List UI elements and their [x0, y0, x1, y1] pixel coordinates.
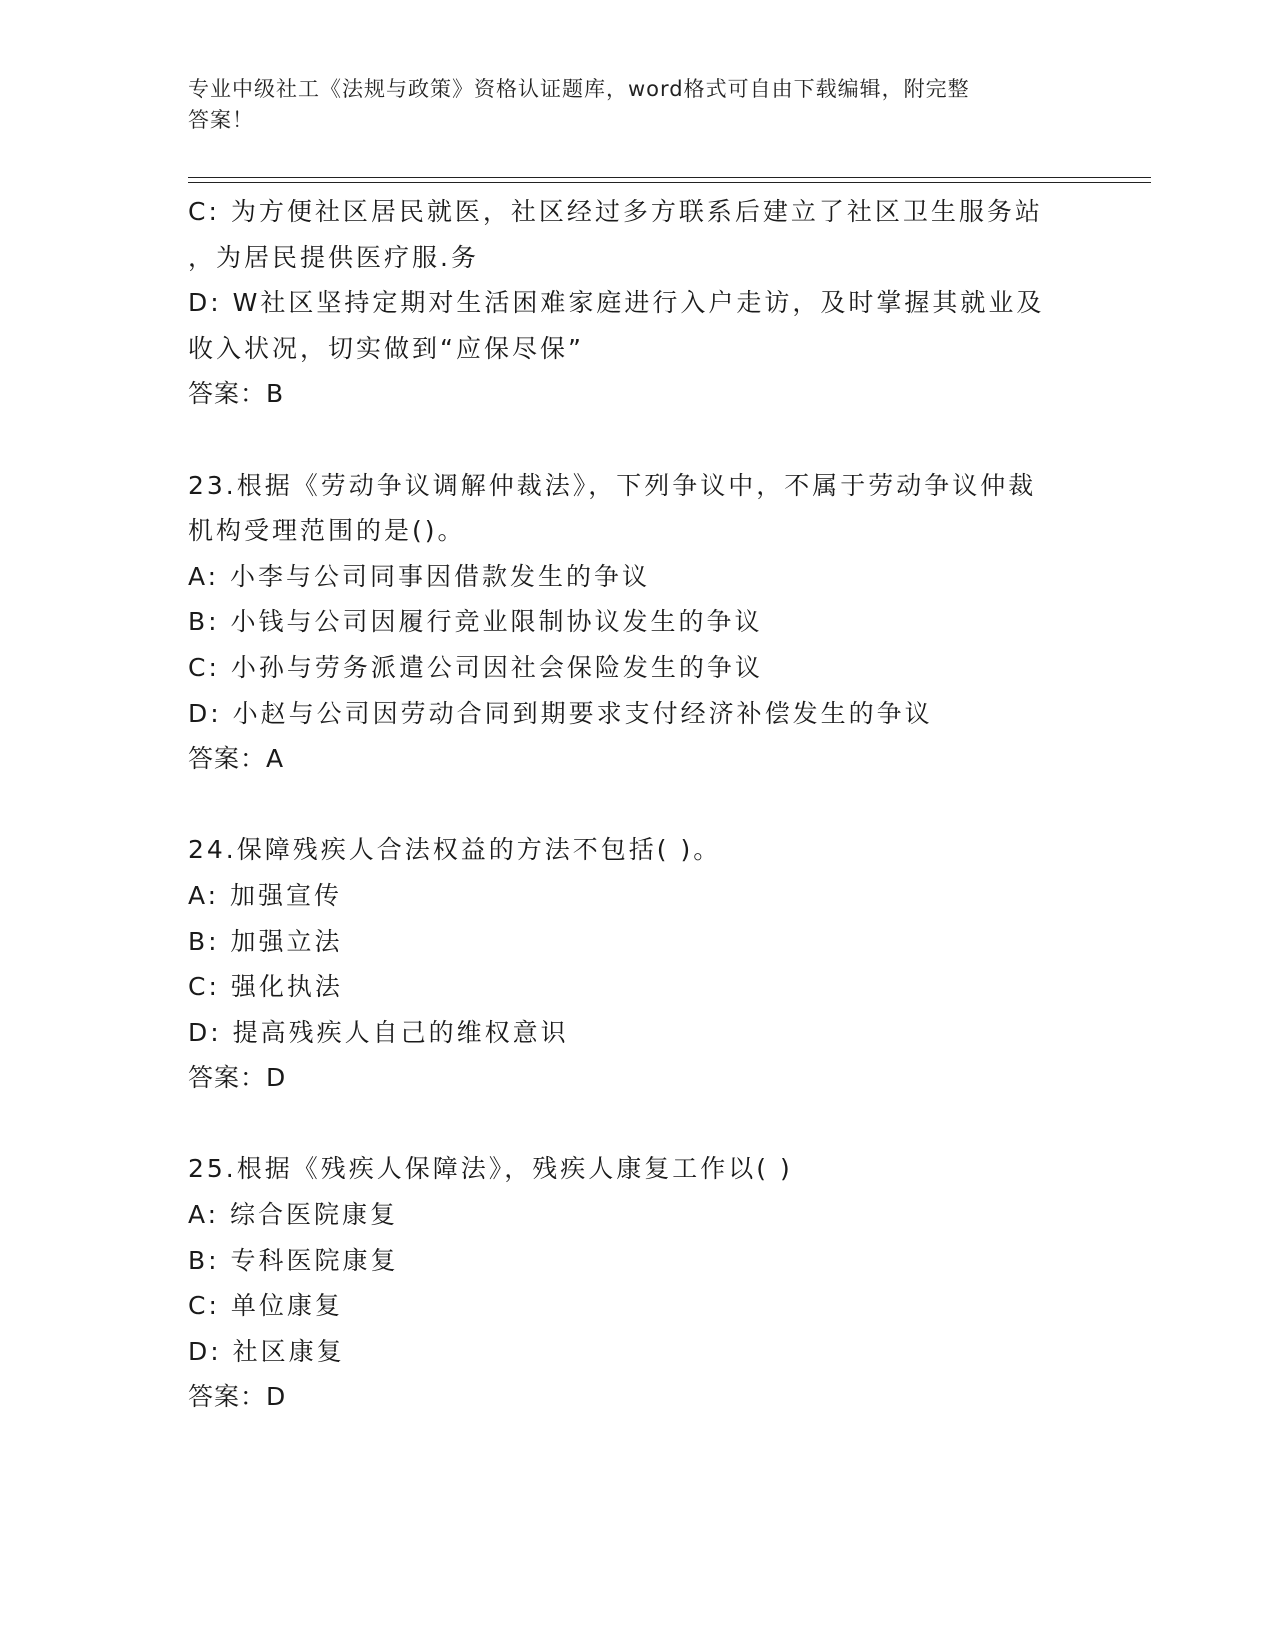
question-stem: 25.根据《残疾人保障法》，残疾人康复工作以( ) — [188, 1154, 793, 1184]
option-c-line-1: C: 为方便社区居民就医，社区经过多方联系后建立了社区卫生服务站 — [188, 197, 1043, 226]
question-stem: 24.保障残疾人合法权益的方法不包括( )。 — [188, 835, 722, 865]
answer-label: 答案：A — [188, 744, 285, 774]
option-c: C: 强化执法 — [188, 972, 343, 1002]
answer-label: 答案：D — [188, 1382, 287, 1412]
question-block-25 — [188, 1146, 1088, 1420]
spacer — [188, 782, 1088, 828]
option-d: D: 小赵与公司因劳动合同到期要求支付经济补偿发生的争议 — [188, 698, 933, 728]
document-body — [188, 189, 1088, 1420]
header-title-line-1: 专业中级社工《法规与政策》资格认证题库，word格式可自由下载编辑，附完整 — [188, 77, 970, 101]
document-header — [188, 74, 1088, 136]
answer-label: 答案：D — [188, 1063, 287, 1093]
question-stem-line-2: 机构受理范围的是()。 — [188, 516, 466, 546]
option-a: A: 小李与公司同事因借款发生的争议 — [188, 561, 651, 591]
spacer — [188, 1101, 1088, 1147]
question-stem-line-1: 23.根据《劳动争议调解仲裁法》，下列争议中，不属于劳动争议仲裁 — [188, 470, 1037, 500]
option-c: C: 单位康复 — [188, 1291, 343, 1321]
header-title-line-2: 答案！ — [188, 108, 254, 132]
option-d: D: 社区康复 — [188, 1336, 345, 1366]
option-c-line-2: ，为居民提供医疗服.务 — [188, 242, 479, 272]
option-a: A: 综合医院康复 — [188, 1200, 399, 1230]
option-c: C: 小孙与劳务派遣公司因社会保险发生的争议 — [188, 652, 763, 682]
header-divider-top — [188, 177, 1151, 178]
header-divider-bottom — [188, 182, 1151, 183]
option-d-line-1: D: W社区坚持定期对生活困难家庭进行入户走访，及时掌握其就业及 — [188, 288, 1045, 318]
option-d: D: 提高残疾人自己的维权意识 — [188, 1017, 569, 1047]
spacer — [188, 417, 1088, 463]
option-b: B: 加强立法 — [188, 926, 343, 956]
option-d-line-2: 收入状况，切实做到“应保尽保” — [188, 333, 584, 363]
option-b: B: 小钱与公司因履行竞业限制协议发生的争议 — [188, 607, 763, 637]
option-b: B: 专科医院康复 — [188, 1245, 399, 1275]
question-block-23 — [188, 463, 1088, 782]
option-a: A: 加强宣传 — [188, 880, 343, 910]
answer-label: 答案：B — [188, 379, 285, 409]
question-block-24 — [188, 827, 1088, 1101]
question-block-22 — [188, 189, 1088, 417]
